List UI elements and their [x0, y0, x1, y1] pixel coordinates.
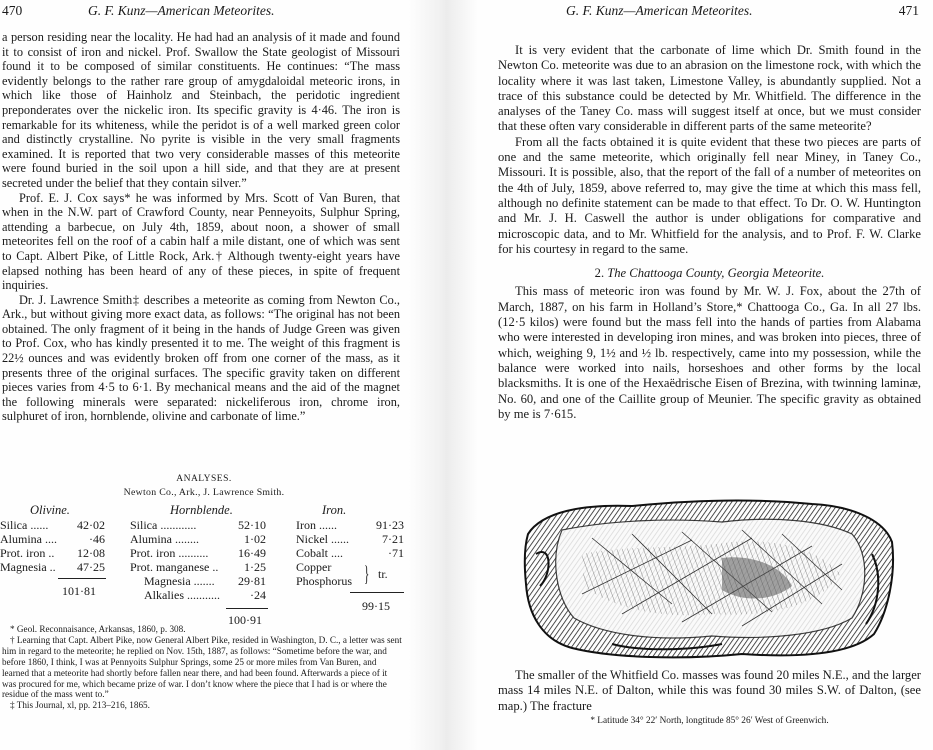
book-gutter: [408, 0, 478, 750]
table-row: Alkalies ........... ·24: [144, 588, 266, 602]
footnote: * Geol. Reconnaisance, Arkansas, 1860, p. 308.: [10, 624, 186, 634]
table-row: Iron ...... 91·23: [296, 518, 404, 532]
right-page: [478, 0, 933, 750]
paragraph: Dr. J. Lawrence Smith‡ describes a meteorite as coming from Newton Co., Ark., but without giving more exact data, as follows: “The original has not been obtained. The only fragment of it being in the hands of Judge Green was given to Prof. Cox, who has kindly presented it to me. The weight of this fragment is 22½ ounces and was evidently broken off from one corner of the mass, as it presents three of the original surfaces. The specific gravity taken on different pieces varies from 4·5 to 6·1. By mechanical means and the aid of the magnet the following minerals were separated: nickeliferous iron, chrome iron, sulphuret of iron, hornblende, olivine and carbonate of lime.”: [2, 292, 400, 424]
table-row: Alumina ........ 1·02: [130, 532, 266, 546]
table-row: Phosphorus: [296, 574, 353, 588]
table-row: Copper: [296, 560, 332, 574]
running-head: G. F. Kunz—American Meteorites.: [566, 3, 753, 18]
page-number: 471: [898, 3, 919, 18]
paragraph: It is very evident that the carbonate of lime which Dr. Smith found in the Newton Co. meteorite was due to an abrasion on the limestone rock, with which the locality where it was last taken, Limestone Valley, is abundantly supplied. Not a trace of this substance could be detected by Mr. Whitfield. The difference in the analyses of the Taney Co. mass will suggest itself at once, but we must consider that these often vary considerable in different parts of the same meteorite?: [498, 43, 921, 134]
left-body-text: [2, 30, 400, 424]
olivine-total: 101·81: [62, 584, 96, 598]
sum-line: [350, 592, 404, 593]
brace-icon: }: [364, 561, 370, 586]
table-row: Prot. iron .......... 16·49: [130, 546, 266, 560]
footnote: † Learning that Capt. Albert Pike, now General Albert Pike, resided in Washington, D. C., a letter was sent him in regard to the meteorite; he replied on Nov. 15th, 1887, as follows: “Sometime before the war, and before 1860, I think, I was at Pennyoits Sulphur Springs, some 25 or more miles from Van Buren, and learned that a meteorite had shortly before fallen near there, and had been found. Afterwards a piece of it was procured for me, which became prize of war. I don’t know where the piece that I had is or where the residue of the mass went to.”: [2, 634, 402, 700]
table-row: Alumina .... ·46: [0, 532, 105, 546]
paragraph: a person residing near the locality. He had had an analysis of it made and found it to consist of iron and nickel. Prof. Swallow the State geologist of Missouri found it to be composed of similar constituents. He continues: “The mass evidently belongs to the rather rare group of amygdaloidal meteoric irons, in which like those of Hainholz and Steinbach, the peridotic ingredient preponderates over the nickelic iron. Its specific gravity is 4·46. The iron is remarkable for its whiteness, while the peridot is of a well marked green color and distinctly crystalline. No pyrite is visible in the very small fragments examined. It is reported that two very considerable masses of this meteorite were found buried in the soil upon a hill side, and that they are at present secreted under the belief that they contain silver.”: [2, 30, 400, 190]
right-body-text: [498, 43, 921, 422]
footnote: * Latitude 34° 22′ North, longtitude 85° 26′ West of Greenwich.: [590, 716, 829, 726]
sum-line: [226, 608, 268, 609]
page-number: 470: [2, 3, 23, 18]
analyses-subtitle: Newton Co., Ark., J. Lawrence Smith.: [123, 487, 285, 498]
iron-total: 99·15: [362, 599, 390, 613]
table-row: Prot. iron .. 12·08: [0, 546, 105, 560]
iron-heading: Iron.: [322, 503, 347, 517]
footnote: ‡ This Journal, xl, pp. 213–216, 1865.: [10, 700, 150, 711]
table-row: Magnesia .. 47·25: [0, 560, 105, 574]
trace-value: tr.: [378, 567, 388, 581]
table-row: Nickel ...... 7·21: [296, 532, 404, 546]
section-heading: [498, 266, 921, 281]
paragraph: This mass of meteoric iron was found by Mr. W. J. Fox, about the 27th of March, 1887, on his farm in Holland’s Store,* Chattooga Co., Ga. In all 27 lbs. (12·5 kilos) were found but the mass fell into the hands of parties from Alabama who were interested in developing iron mines, and was broken into pieces, three of which, weighing 9, 1½ and ½ lb. respectively, came into my possession, while the balance were worked into nails, horseshoes and other forms by the local blacksmiths. It is one of the Hexaëdrische Eisen of Brezina, with twinning laminæ, No. 60, and one of the Caillite group of Meunier. The specific gravity as obtained by me is 7·615.: [498, 284, 921, 421]
running-head: G. F. Kunz—American Meteorites.: [88, 3, 275, 18]
sum-line: [58, 578, 106, 579]
table-row: Cobalt .... ·71: [296, 546, 404, 560]
paragraph: The smaller of the Whitfield Co. masses was found 20 miles N.E., and the larger mass 14 miles N.E. of Dalton, while this was found 30 miles S.W. of Dalton, (see map.) The fracture: [498, 668, 921, 713]
paragraph: From all the facts obtained it is quite evident that these two pieces are parts of one and the same meteorite, which originally fell near Miney, in Taney Co., Missouri. It is possible, also, that the report of the fall of a number of meteorites on the 4th of July, 1859, above referred to, may give the time at which this mass fell, although no definite statement can be made to that effect. To Dr. O. W. Huntington and Mr. J. H. Caswell the author is under obligations for comparative and microscopic data, and to Mr. Whitfield for the analysis, and to Prof. F. W. Clarke for his courtesy in regard to the same.: [498, 134, 921, 256]
section-number: 2.: [594, 266, 605, 281]
table-row: Prot. manganese .. 1·25: [130, 560, 266, 574]
hornblende-heading: Hornblende.: [170, 503, 233, 517]
olivine-heading: Olivine.: [30, 503, 70, 517]
table-row: Magnesia ....... 29·81: [144, 574, 266, 588]
analyses-title: ANALYSES.: [176, 474, 232, 484]
section-title: The Chattooga County, Georgia Meteorite.: [607, 266, 825, 281]
table-row: Silica ............ 52·10: [130, 518, 266, 532]
hornblende-total: 100·91: [228, 613, 262, 627]
left-page: [0, 0, 408, 750]
footnotes: [2, 624, 402, 711]
paragraph: Prof. E. J. Cox says* he was informed by Mrs. Scott of Van Buren, that when in the N.W. part of Crawford County, near Penneyoits, Sulphur Spring, attending a barbecue, on July 4th, 1859, about noon, a shower of small meteorites fell on the roof of a cabin half a mile distant, one of which was sent to Capt. Albert Pike, of Little Rock, Ark.† Although twenty-eight years have elapsed nothing has been heard of any of these pieces, in spite of frequent inquiries.: [2, 190, 400, 293]
after-figure-text: [498, 668, 921, 714]
meteorite-engraving: [522, 494, 897, 662]
table-row: Silica ...... 42·02: [0, 518, 105, 532]
